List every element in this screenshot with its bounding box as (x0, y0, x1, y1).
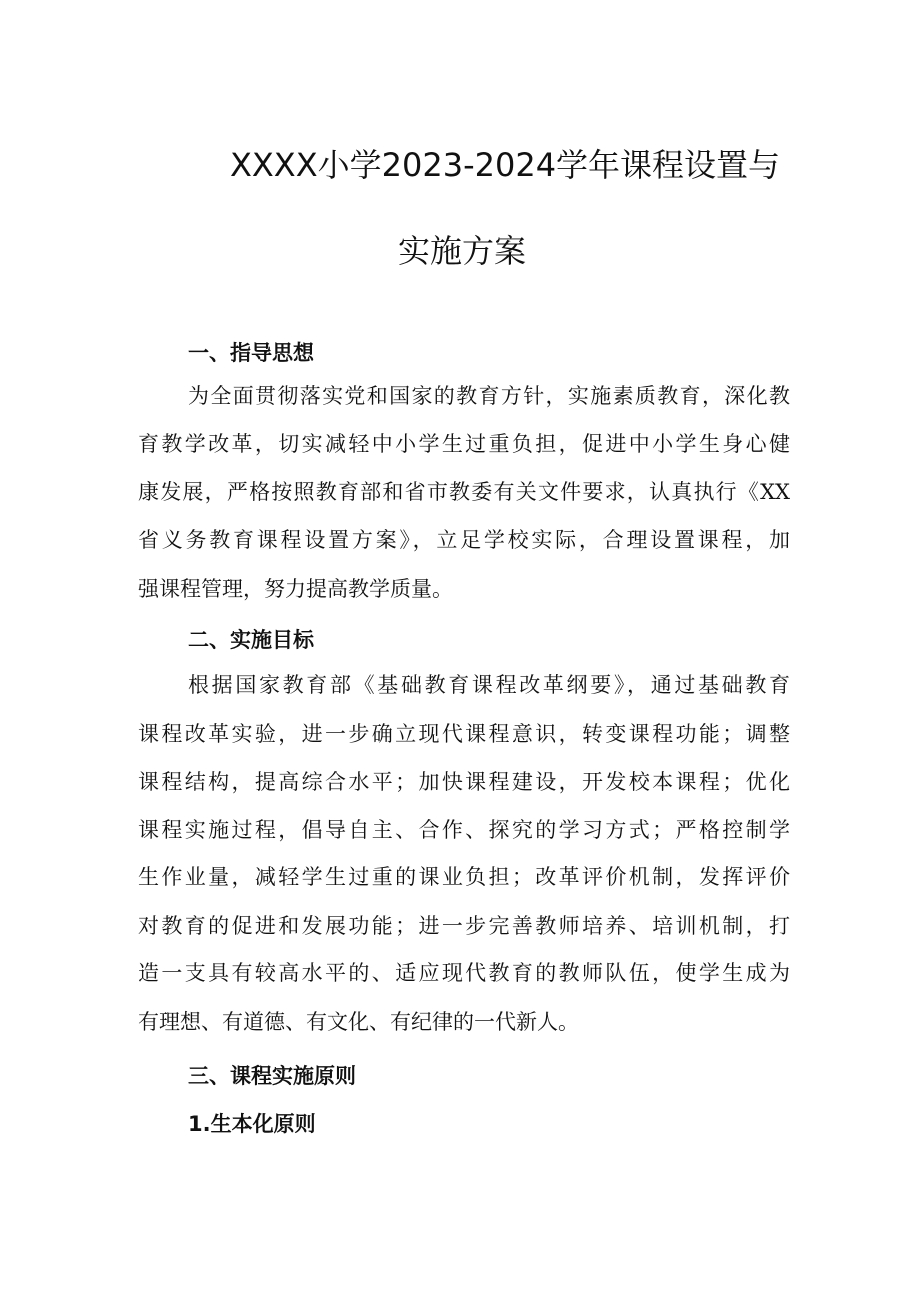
section-heading-course-principles: 三、课程实施原则 (188, 1064, 356, 1088)
document-title-line-1: XXXX小学2023-2024学年课程设置与 (229, 146, 781, 184)
sub-heading-student-centered-principle: 1.生本化原则 (188, 1112, 316, 1136)
paragraph-line: 课程结构，提高综合水平；加快课程建设，开发校本课程；优化 (138, 770, 790, 794)
paragraph-line: 有理想、有道德、有文化、有纪律的一代新人。 (138, 1010, 579, 1034)
paragraph-line: 课程实施过程，倡导自主、合作、探究的学习方式；严格控制学 (138, 818, 790, 842)
paragraph-line: 对教育的促进和发展功能；进一步完善教师培养、培训机制，打 (138, 914, 790, 938)
paragraph-line: 为全面贯彻落实党和国家的教育方针，实施素质教育，深化教 (188, 384, 790, 408)
paragraph-line: 根据国家教育部《基础教育课程改革纲要》，通过基础教育 (188, 673, 790, 697)
section-heading-guiding-ideology: 一、指导思想 (188, 341, 314, 365)
paragraph-line: 育教学改革，切实减轻中小学生过重负担，促进中小学生身心健 (138, 432, 790, 456)
document-title-line-2: 实施方案 (397, 232, 526, 270)
paragraph-line: 康发展，严格按照教育部和省市教委有关文件要求，认真执行《XX (138, 480, 790, 504)
section-heading-implementation-goals: 二、实施目标 (188, 628, 314, 652)
paragraph-line: 课程改革实验，进一步确立现代课程意识，转变课程功能；调整 (138, 722, 790, 746)
paragraph-line: 生作业量，减轻学生过重的课业负担；改革评价机制，发挥评价 (138, 865, 790, 889)
paragraph-line: 省义务教育课程设置方案》，立足学校实际，合理设置课程，加 (138, 528, 790, 552)
paragraph-line: 强课程管理，努力提高教学质量。 (138, 577, 453, 601)
paragraph-line: 造一支具有较高水平的、适应现代教育的教师队伍，使学生成为 (138, 961, 790, 985)
